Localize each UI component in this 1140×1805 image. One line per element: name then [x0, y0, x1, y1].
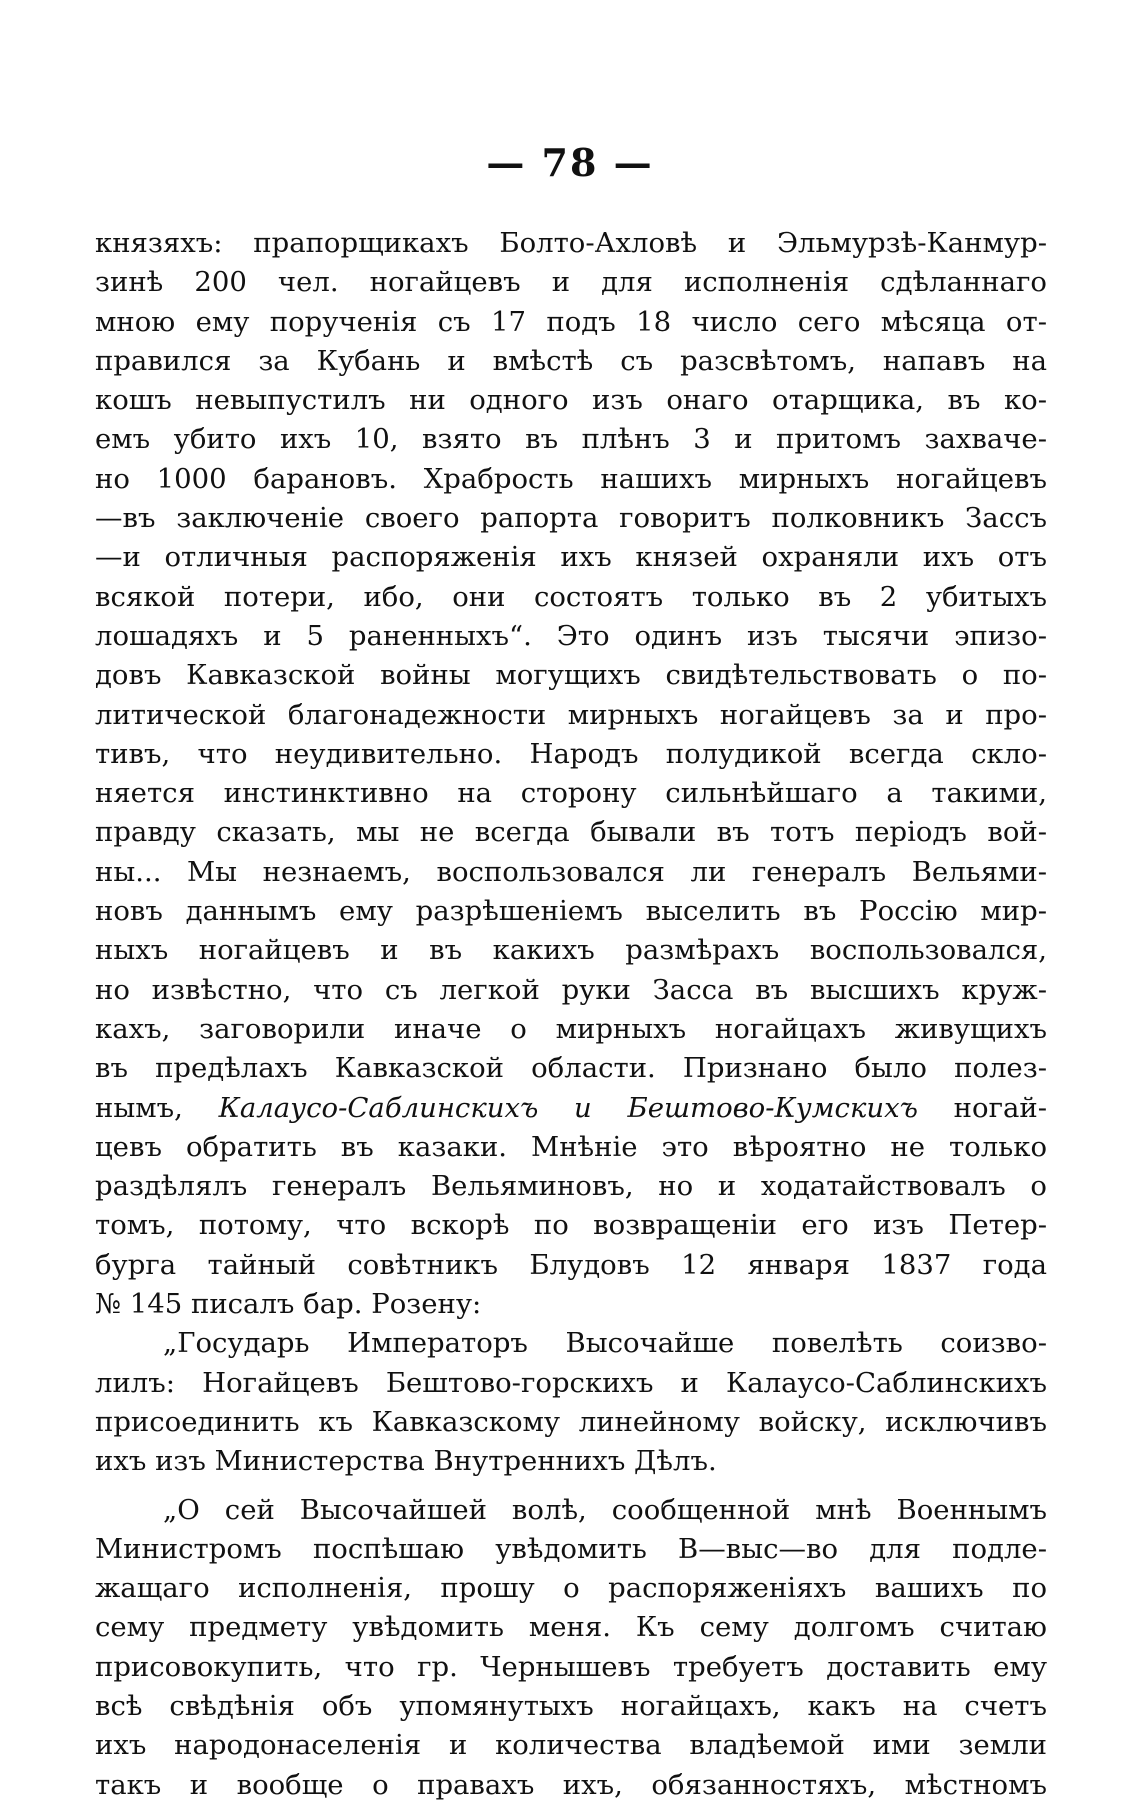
quote-line: Министромъ поспѣшаю увѣдомить В—выс—во для подле-	[95, 1532, 1047, 1565]
quote-line: ихъ изъ Министерства Внутреннихъ Дѣлъ.	[95, 1445, 717, 1478]
text-line: но извѣстно, что съ легкой руки Засса въ высшихъ круж-	[95, 973, 1047, 1006]
text-line: литической благонадежности мирныхъ ногайцевъ за и про-	[95, 698, 1047, 731]
text-line: тивъ, что неудивительно. Народъ полудикой всегда скло-	[95, 737, 1047, 770]
quote-line: такъ и вообще о правахъ ихъ, обязанностяхъ, мѣстномъ	[95, 1768, 1047, 1801]
quote-line: „Государь Императоръ Высочайше повелѣть соизво-	[163, 1327, 1047, 1360]
quote-line: ихъ народонаселенія и количества владѣемой ими земли	[95, 1729, 1047, 1762]
quote-line: лилъ: Ногайцевъ Бештово-горскихъ и Калаусо-Саблинскихъ	[95, 1366, 1047, 1399]
text-line: довъ Кавказской войны могущихъ свидѣтельствовать о по-	[95, 659, 1047, 692]
text-line: князяхъ: прапорщикахъ Болто-Ахловѣ и Эльмурзѣ-Канмур-	[95, 227, 1047, 259]
text-line: —и отличныя распоряженія ихъ князей охраняли ихъ отъ	[95, 541, 1047, 574]
text-line: правился за Кубань и вмѣстѣ съ разсвѣтомъ, напавъ на	[95, 344, 1047, 377]
page-number: — 78 —	[486, 140, 654, 185]
text-line: зинѣ 200 чел. ногайцевъ и для исполненія сдѣланнаго	[95, 266, 1047, 299]
text-fragment: нымъ,	[95, 1091, 219, 1124]
quote-line: сему предмету увѣдомить меня. Къ сему долгомъ считаю	[95, 1611, 1047, 1644]
quote-line: всѣ свѣдѣнія объ упомянутыхъ ногайцахъ, какъ на счетъ	[95, 1689, 1047, 1722]
text-line: раздѣлялъ генералъ Вельяминовъ, но и ходатайствовалъ о	[95, 1170, 1047, 1203]
text-line: цевъ обратить въ казаки. Мнѣніе это вѣроятно не только	[95, 1130, 1047, 1163]
quote-line: присовокупить, что гр. Чернышевъ требуетъ доставить ему	[95, 1650, 1047, 1683]
text-line: мною ему порученія съ 17 подъ 18 число сего мѣсяца от-	[95, 305, 1047, 338]
text-line: новъ даннымъ ему разрѣшеніемъ выселить въ Россію мир-	[95, 895, 1047, 928]
quote-line: „О сей Высочайшей волѣ, сообщенной мнѣ Военнымъ	[163, 1493, 1047, 1526]
text-line: ны... Мы незнаемъ, воспользовался ли генералъ Вельями-	[95, 855, 1047, 888]
text-line: томъ, потому, что вскорѣ по возвращеніи его изъ Петер-	[95, 1209, 1047, 1242]
text-line: кахъ, заговорили иначе о мирныхъ ногайцахъ живущихъ	[95, 1012, 1047, 1045]
quote-line: жащаго исполненія, прошу о распоряженіяхъ вашихъ по	[95, 1572, 1047, 1605]
text-line: всякой потери, ибо, они состоятъ только въ 2 убитыхъ	[95, 580, 1047, 613]
paragraph-gap	[95, 1482, 1047, 1491]
text-line: бурга тайный совѣтникъ Блудовъ 12 января 1837 года	[95, 1248, 1047, 1281]
text-line: емъ убито ихъ 10, взято въ плѣнъ 3 и притомъ захваче-	[95, 423, 1047, 456]
text-line: правду сказать, мы не всегда бывали въ тотъ періодъ вой-	[95, 816, 1047, 849]
text-line: ныхъ ногайцевъ и въ какихъ размѣрахъ воспользовался,	[95, 934, 1047, 967]
text-line-with-italic	[95, 1089, 1047, 1128]
quote-line: присоединить къ Кавказскому линейному войску, исключивъ	[95, 1405, 1047, 1438]
text-line: въ предѣлахъ Кавказской области. Признано было полез-	[95, 1052, 1047, 1085]
text-line: —въ заключеніе своего рапорта говоритъ полковникъ Зассъ	[95, 502, 1047, 535]
text-line: няется инстинктивно на сторону сильнѣйшаго а такими,	[95, 777, 1047, 810]
text-line: но 1000 барановъ. Храбрость нашихъ мирныхъ ногайцевъ	[95, 462, 1047, 495]
text-line: лошадяхъ и 5 раненныхъ“. Это одинъ изъ тысячи эпизо-	[95, 619, 1047, 652]
text-line: № 145 писалъ бар. Розену:	[95, 1288, 482, 1321]
text-line: кошъ невыпустилъ ни одного изъ онаго отарщика, въ ко-	[95, 384, 1047, 417]
text-fragment: ногай-	[917, 1091, 1047, 1124]
body-text	[95, 224, 1047, 1805]
italic-phrase: Калаусо-Саблинскихъ и Бештово-Кумскихъ	[218, 1091, 918, 1124]
